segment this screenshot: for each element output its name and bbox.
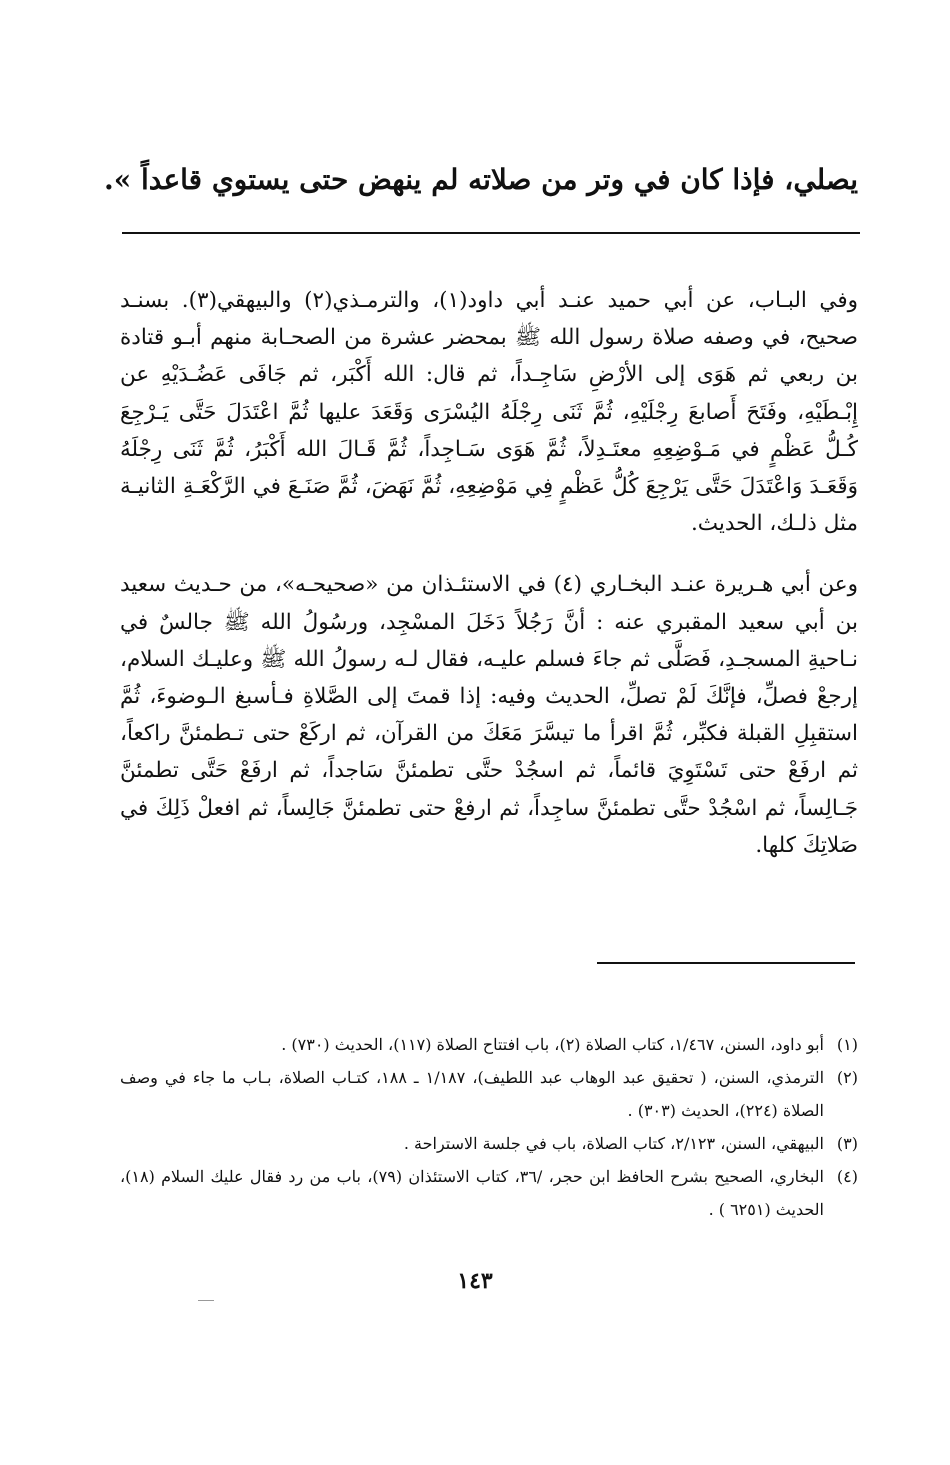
footnote-text: البخاري، الصحيح بشرح الحافظ ابن حجر، /٣٦، كتاب الاستئذان (٧٩)، باب من رد فقال عليك السلام (١٨)، الحديث (٦٢٥١ ) .: [120, 1167, 824, 1219]
paragraph-abu-humaid: وفي البـاب، عن أبي حميد عنـد أبي داود(١)، والترمـذي(٢) والبيهقي(٣). بسنـد صحيح، في وصفه صلاة رسول الله ﷺ بمحضر عشرة من الصحـابة منهم أبـو قتادة بن ربعي ثم هَوَى إلى الأرْضِ سَاجِـداً، ثم قال: الله أَكْبَر، ثم جَافَى عَضُـدَيْهِ عن إِبْـطَيْهِ، وفَتَحَ أَصابعَ رِجْلَيْهِ، ثُمَّ ثَنَى رِجْلَهُ اليُسْرَى وَقَعَدَ عليها ثُمَّ اعْتَدَلَ حَتَّى يَـرْجِعَ كُـلُّ عَظْمٍ في مَـوْضِعِهِ معتَـدِلاً، ثُمَّ هَوَى سَـاجِداً، ثُمَّ قَـالَ الله أَكْبَرُ، ثُمَّ ثَنَى رِجْلَهُ وَقَعَـدَ وَاعْتَدَلَ حَتَّى يَرْجِعَ كُلُّ عَظْمٍ فِي مَوْضِعِهِ، ثُمَّ نَهَضَ، ثُمَّ صَنَـعَ في الرَّكْعَـةِ الثانيـة مثل ذلـك، الحديث.: [120, 288, 858, 537]
footnote-divider: [597, 962, 855, 964]
footnote-4: [120, 1160, 858, 1226]
footnote-1: [120, 1028, 858, 1061]
footnote-2: [120, 1061, 858, 1127]
footnote-text: البيهقي، السنن، ٢/١٢٣، كتاب الصلاة، باب في جلسة الاستراحة .: [403, 1134, 824, 1153]
footnote-number: (٢): [836, 1068, 858, 1087]
footnote-number: (٤): [836, 1167, 858, 1186]
page-number: ١٤٣: [457, 1268, 493, 1294]
footnote-3: [120, 1127, 858, 1160]
scan-mark: [198, 1300, 214, 1301]
paragraph-abu-hurayra: وعن أبي هـريرة عنـد البخـاري (٤) في الاستئـذان من «صحيحـه»، من حـديث سعيد بن أبي سعيد المقبري عنه : أنَّ رَجُلاً دَخَلَ المسْجِد، ورسُولُ الله ﷺ جالسٌ في نـاحيةِ المسجـدِ، فَصَلَّى ثم جاءَ فسلم عليـه، فقال لـه رسولُ الله ﷺ وعليـك السلام، إرجعْ فصلِّ، فإنَّكَ لَمْ تصلِّ، الحديث وفيه: إذا قمتَ إلى الصَّلاةِ فـأسبغ الـوضوءَ، ثُمَّ استقبِلِ القبلة فكبِّر، ثُمَّ اقرأ ما تيسَّرَ مَعَكَ من القرآن، ثم اركَعْ حتى تـطمئنَّ راكعاً، ثم ارفَعْ حتى تَسْتَوِيَ قائماً، ثم اسجُدْ حتَّى تطمئنَّ سَاجداً، ثم ارفَعْ حَتَّى تطمئنَّ جَـالِساً، ثم اسْجُدْ حتَّى تطمئنَّ ساجِداً، ثم ارفعْ حتى تطمئنَّ جَالِساً، ثم افعلْ ذَلِكَ في صَلاتِكَ كلها.: [120, 572, 858, 858]
main-text: [120, 282, 858, 864]
footnote-number: (١): [836, 1035, 858, 1054]
continuation-line: يصلي، فإذا كان في وتر من صلاته لم ينهض حتى يستوي قاعداً ».: [103, 163, 858, 196]
footnote-text: الترمذي، السنن، ( تحقيق عبد الوهاب عبد اللطيف)، ١/١٨٧ ـ ١٨٨، كتـاب الصلاة، بـاب ما جاء في وصف الصلاة (٢٢٤)، الحديث (٣٠٣) .: [120, 1068, 825, 1120]
footnote-text: أبو داود، السنن، ١/٤٦٧، كتاب الصلاة (٢)، باب افتتاح الصلاة (١١٧)، الحديث (٧٣٠) .: [281, 1035, 824, 1054]
footnote-number: (٣): [836, 1134, 858, 1153]
top-divider: [122, 232, 860, 234]
footnotes: [120, 1028, 858, 1226]
